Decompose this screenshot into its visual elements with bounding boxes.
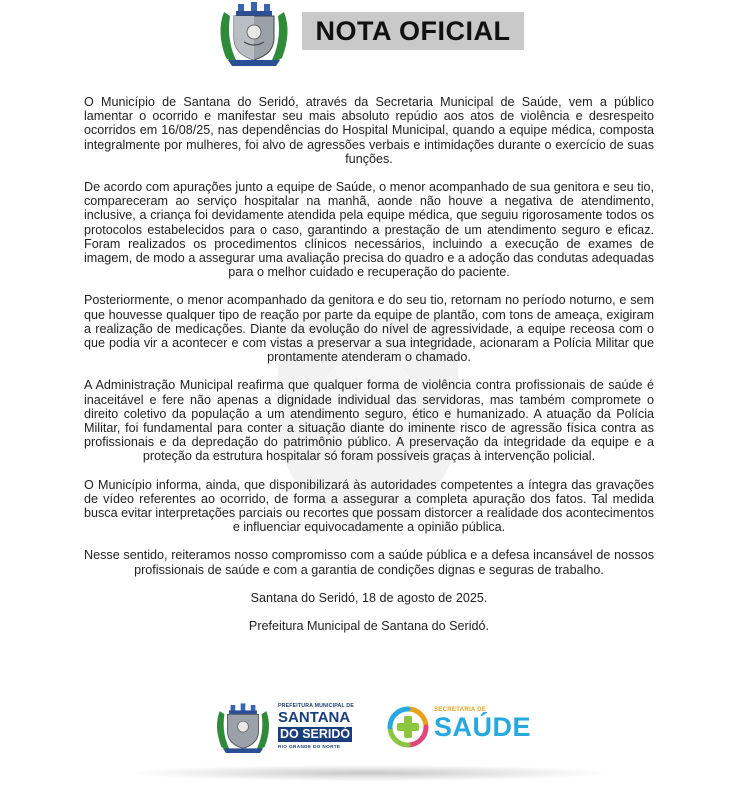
saude-label: SECRETARIA DE — [434, 707, 487, 713]
title-banner — [302, 12, 524, 50]
header — [0, 0, 737, 72]
prefeitura-name-line2: DO SERIDÓ — [280, 727, 351, 741]
paragraph-2: De acordo com apurações junto a equipe de Saúde, o menor acompanhado de sua genitora e seu tio, compareceram ao serviço hospitalar na manhã, aonde não houve a negativa de atendimento, inclusive, a criança foi devidamente atendida pela equipe médica, que seguiu rigorosamente todos os protocolos estabelecidos para o caso, garantindo a prestação de um atendimento seguro e eficaz. Foram realizados os procedimentos clínicos necessários, incluindo a execução de exames de imagem, de modo a assegurar uma avaliação precisa do quadro e a adoção das condutas adequadas para o melhor cuidado e recuperação do paciente. — [84, 180, 654, 280]
paragraph-6: Nesse sentido, reiteramos nosso compromisso com a saúde pública e a defesa incansável de nossos profissionais de saúde e com a garantia de condições dignas e seguras de trabalho. — [84, 548, 654, 577]
saude-name: SAÚDE — [434, 712, 532, 742]
saude-cross-icon — [386, 705, 430, 749]
document-body — [84, 95, 654, 647]
paragraph-4: A Administração Municipal reafirma que qualquer forma de violência contra profissionais de saúde é inaceitável e fere não apenas a dignidade individual das servidoras, mas também compromete o direito coletivo da população a um atendimento seguro, ético e humanizado. A atuação da Polícia Militar, foi fundamental para conter a situação diante do iminente risco de agressão física contra as profissionais e da depredação do patrimônio público. A preservação da integridade da equipe e a proteção da estrutura hospitalar só foram possíveis graças à intervenção policial. — [84, 378, 654, 464]
footer-logos — [0, 695, 737, 765]
saude-logo-text — [434, 707, 531, 741]
page-title: NOTA OFICIAL — [315, 15, 511, 46]
paragraph-3: Posteriormente, o menor acompanhado da genitora e do seu tio, retornam no período noturno, e sem que houvesse qualquer tipo de reação por parte da equipe de plantão, com tons de ameaça, exigiram a realização de medicações. Diante da evolução do nível de agressividade, a equipe receosa com o que podia vir a acontecer e com vistas a preservar a sua integridade, acionaram a Polícia Militar que prontamente atenderam o chamado. — [84, 293, 654, 365]
paragraph-1: O Município de Santana do Seridó, através da Secretaria Municipal de Saúde, vem a público lamentar o ocorrido e manifestar seu mais absoluto repúdio aos atos de violência e desrespeito ocorridos em 16/08/25, nas dependências do Hospital Municipal, quando a equipe médica, composta integralmente por mulheres, foi alvo de agressões verbais e intimidações durante o exercício de suas funções. — [84, 95, 654, 166]
paragraph-5: O Município informa, ainda, que disponibilizará às autoridades competentes a íntegra das gravações de vídeo referentes ao ocorrido, de forma a assegurar a completa apuração dos fatos. Tal medida busca evitar interpretações parciais ou recortes que possam distorcer a realidade dos acontecimentos e influenciar equivocadamente a opinião pública. — [84, 477, 654, 535]
prefeitura-state: RIO GRANDE DO NORTE — [278, 744, 341, 749]
municipal-crest-small-icon — [212, 703, 274, 755]
signature: Prefeitura Municipal de Santana do Seridó. — [248, 619, 490, 634]
municipal-crest-icon — [214, 2, 294, 68]
prefeitura-logo — [278, 703, 364, 755]
prefeitura-label: PREFEITURA MUNICIPAL DE — [278, 703, 354, 709]
date-line: Santana do Seridó, 18 de agosto de 2025. — [250, 590, 488, 605]
prefeitura-name-line1: SANTANA — [278, 709, 351, 726]
bottom-shadow — [130, 765, 607, 781]
